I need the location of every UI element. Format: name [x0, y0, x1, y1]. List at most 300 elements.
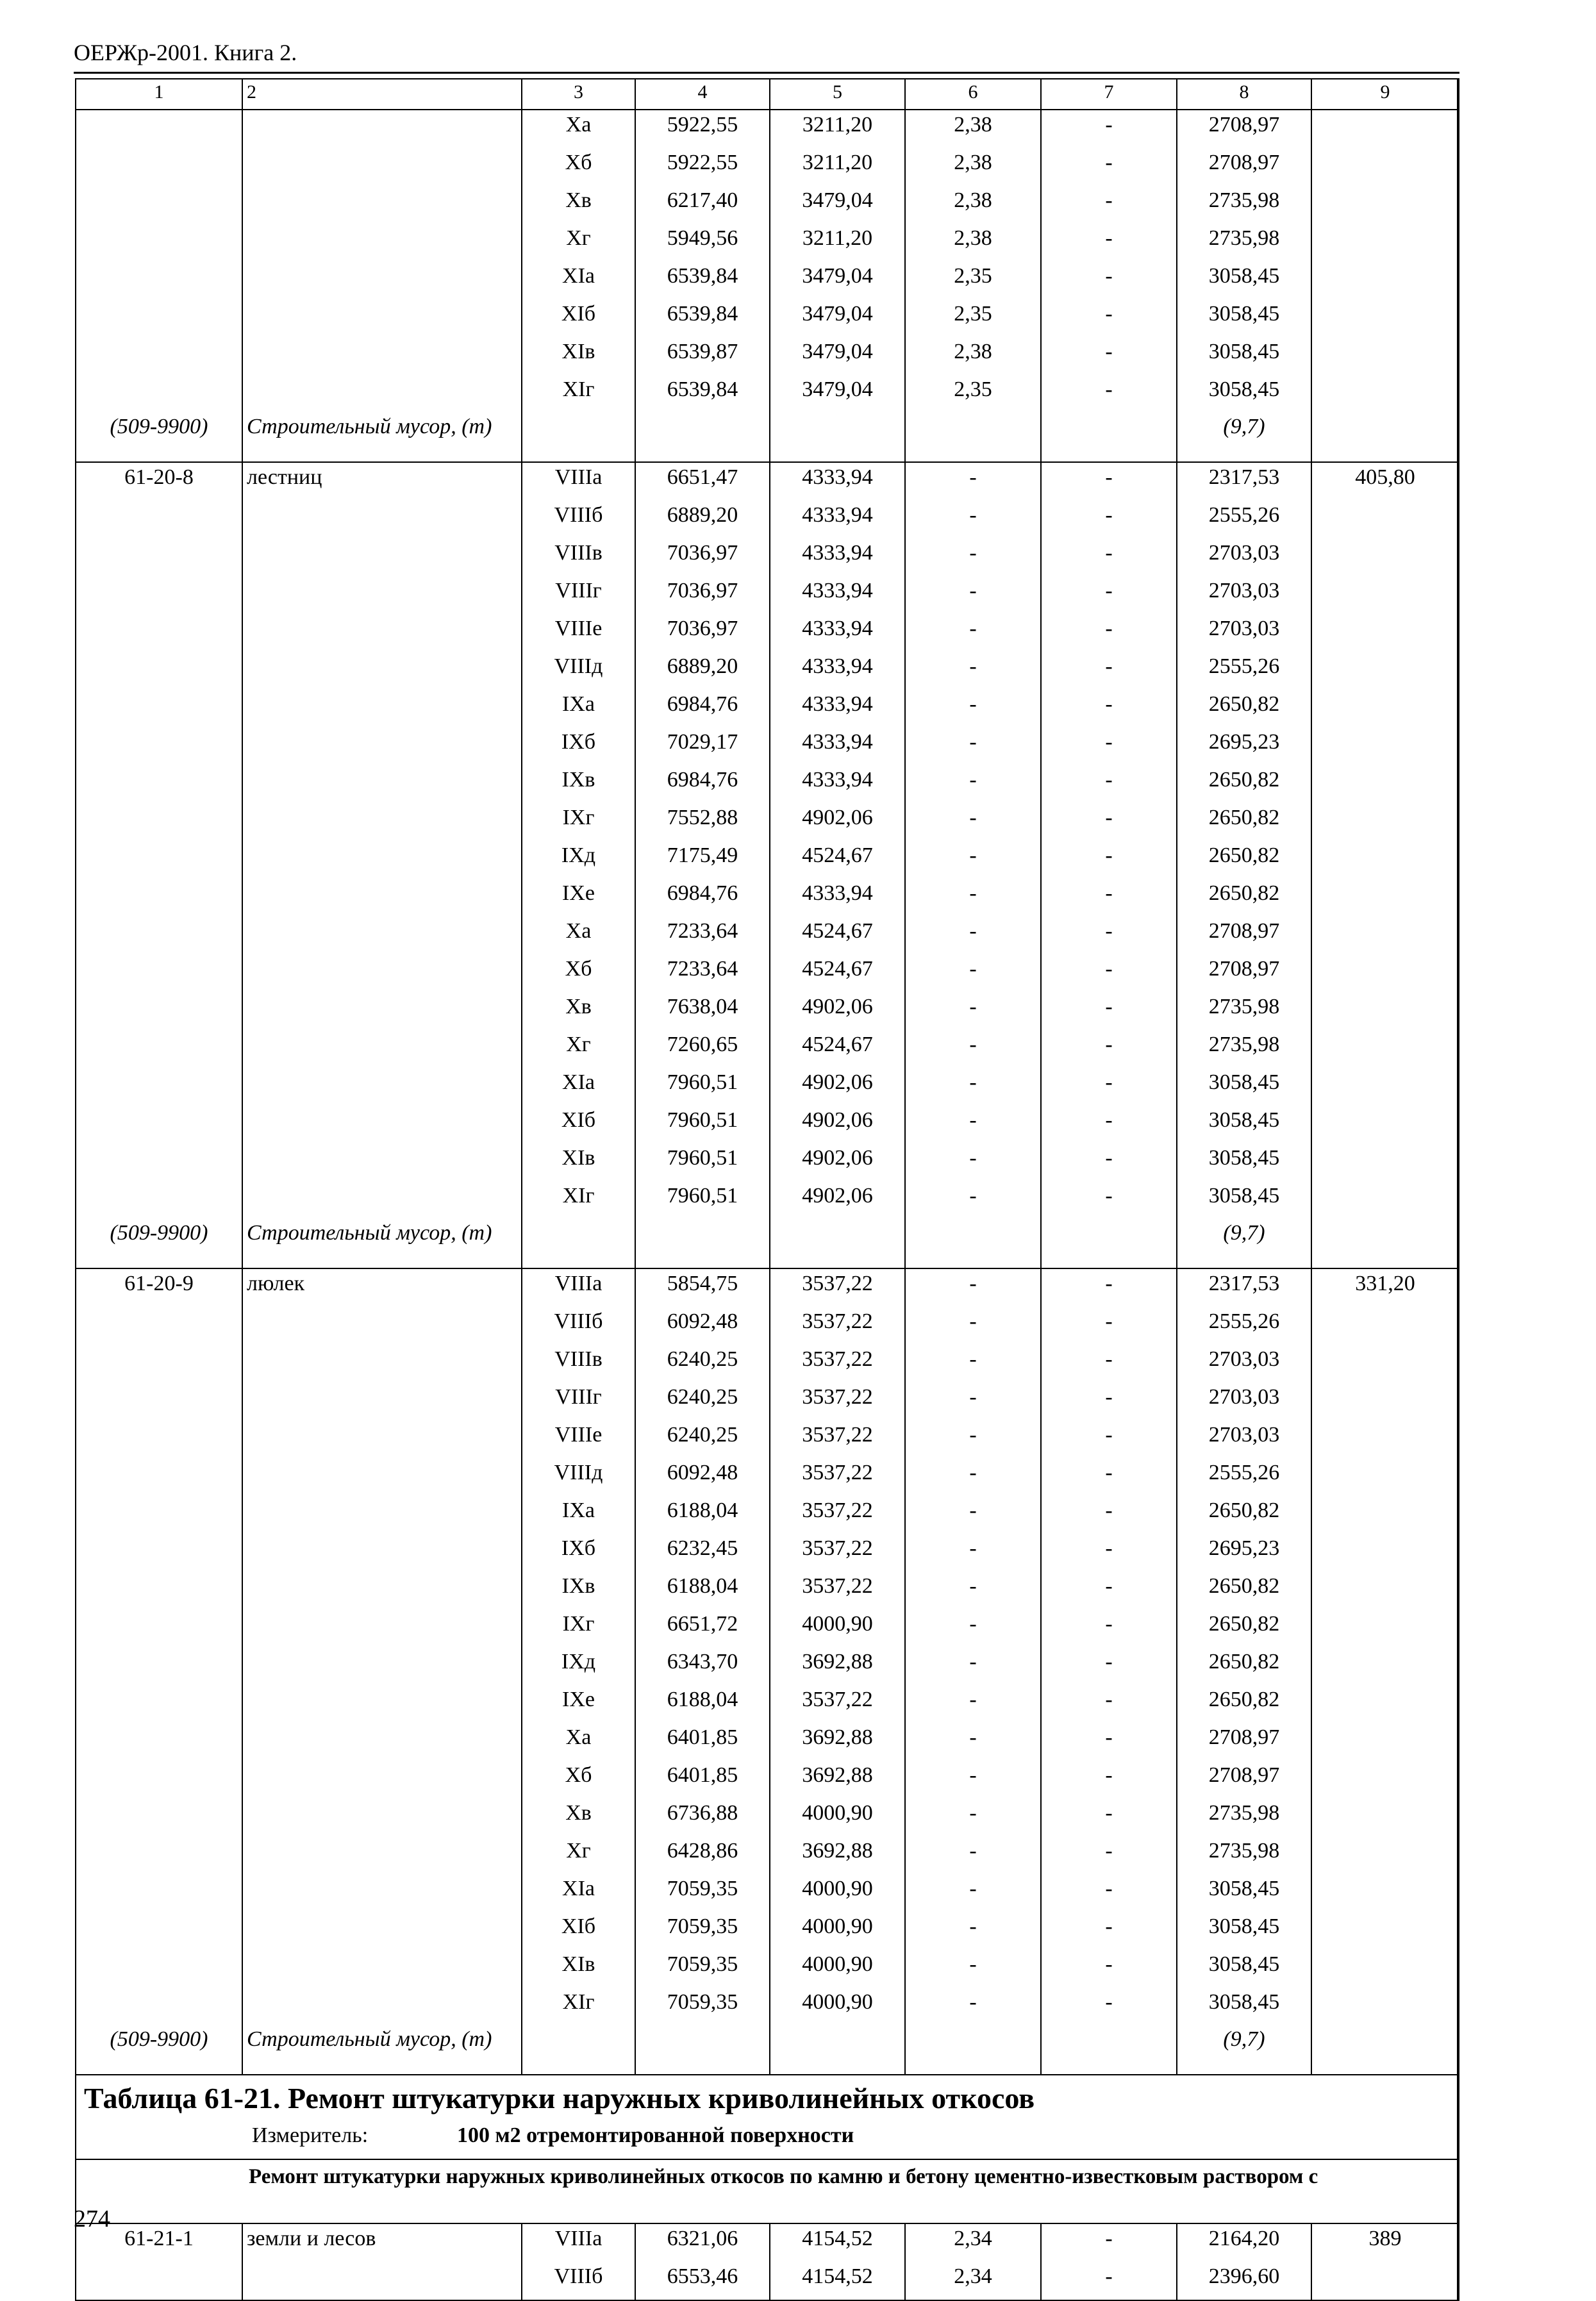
cell-code [76, 1798, 242, 1836]
cell-total [1311, 1496, 1459, 1534]
cell-code [76, 1647, 242, 1685]
cell-value: 2735,98 [1177, 1798, 1311, 1836]
cell-name: земли и лесов [242, 2223, 522, 2262]
cell-value: XIб [522, 299, 635, 337]
cell-value: Xб [522, 148, 635, 186]
cell-value: 2650,82 [1177, 1685, 1311, 1723]
cell-total [1311, 727, 1459, 765]
cell-name [242, 1420, 522, 1458]
cell-value: 3537,22 [770, 1572, 905, 1609]
cell-value: - [905, 652, 1041, 690]
page-number: 274 [74, 2205, 110, 2232]
table-row [76, 1836, 1459, 1874]
cell-empty [522, 1219, 635, 1268]
cell-total [1311, 1685, 1459, 1723]
cell-value: - [905, 462, 1041, 501]
table-title-row [76, 2075, 1459, 2159]
column-number: 3 [522, 78, 635, 110]
cell-value: 2735,98 [1177, 992, 1311, 1030]
cell-value: Xг [522, 1030, 635, 1068]
cell-total [1311, 879, 1459, 917]
cell-value: - [905, 501, 1041, 538]
cell-total [1311, 1723, 1459, 1761]
cell-value: 4902,06 [770, 992, 905, 1030]
cell-code [76, 1912, 242, 1950]
cell-value: - [905, 1761, 1041, 1798]
cell-name [242, 148, 522, 186]
cell-code [76, 1181, 242, 1219]
cell-value: 6240,25 [635, 1420, 770, 1458]
cell-value: 7233,64 [635, 954, 770, 992]
cell-value: XIг [522, 1181, 635, 1219]
cell-name [242, 1723, 522, 1761]
cell-value: 6539,84 [635, 375, 770, 413]
cell-value: 2703,03 [1177, 1345, 1311, 1383]
cell-value: - [1041, 501, 1177, 538]
column-number: 2 [242, 78, 522, 110]
cell-value: 4000,90 [770, 1912, 905, 1950]
description-cell [76, 2159, 1459, 2223]
table-row [76, 1723, 1459, 1761]
cell-value: 5922,55 [635, 148, 770, 186]
cell-total [1311, 2262, 1459, 2300]
cell-value: IXе [522, 1685, 635, 1723]
cell-name [242, 1534, 522, 1572]
cell-value: - [1041, 1572, 1177, 1609]
cell-name [242, 1950, 522, 1988]
table-row [76, 1106, 1459, 1143]
cell-empty [1311, 1219, 1459, 1268]
cell-empty [1041, 2025, 1177, 2075]
table-row [76, 917, 1459, 954]
cell-empty [770, 1219, 905, 1268]
cell-total [1311, 1836, 1459, 1874]
table-row [76, 1609, 1459, 1647]
description-row [76, 2159, 1459, 2223]
cell-value: - [905, 1496, 1041, 1534]
cell-value: 2650,82 [1177, 1647, 1311, 1685]
cell-value: 3058,45 [1177, 1874, 1311, 1912]
cell-name [242, 110, 522, 148]
table-row [76, 1458, 1459, 1496]
cell-value: 6092,48 [635, 1458, 770, 1496]
cell-value: - [1041, 727, 1177, 765]
cell-value: 3692,88 [770, 1723, 905, 1761]
cell-value: 4000,90 [770, 1988, 905, 2025]
table-row [76, 262, 1459, 299]
cell-value: 2,35 [905, 375, 1041, 413]
table-row [76, 1181, 1459, 1219]
cell-code [76, 652, 242, 690]
measure-line [84, 2122, 1452, 2150]
cell-total [1311, 1030, 1459, 1068]
cell-value: 2650,82 [1177, 879, 1311, 917]
cell-value: 3479,04 [770, 186, 905, 224]
table-row [76, 538, 1459, 576]
cell-value: 2703,03 [1177, 576, 1311, 614]
table-row [76, 375, 1459, 413]
cell-value: - [1041, 879, 1177, 917]
cell-total [1311, 148, 1459, 186]
cell-value: 4524,67 [770, 917, 905, 954]
table-row [76, 992, 1459, 1030]
cell-name [242, 1496, 522, 1534]
cell-value: 4000,90 [770, 1609, 905, 1647]
cell-value: - [905, 538, 1041, 576]
cell-value: 6984,76 [635, 765, 770, 803]
waste-name: Строительный мусор, (т) [242, 413, 522, 462]
cell-value: 7036,97 [635, 614, 770, 652]
cell-value: - [1041, 1458, 1177, 1496]
cell-value: 6240,25 [635, 1383, 770, 1420]
cell-value: 4333,94 [770, 614, 905, 652]
cell-name [242, 375, 522, 413]
cell-value: 3058,45 [1177, 1181, 1311, 1219]
cell-name [242, 954, 522, 992]
cell-code [76, 1609, 242, 1647]
cell-value: 7260,65 [635, 1030, 770, 1068]
cell-value: 2,38 [905, 186, 1041, 224]
cell-value: 7059,35 [635, 1950, 770, 1988]
cell-code [76, 2262, 242, 2300]
cell-total [1311, 1307, 1459, 1345]
cell-value: VIIIд [522, 1458, 635, 1496]
cell-value: - [1041, 186, 1177, 224]
cell-value: IXе [522, 879, 635, 917]
cell-total [1311, 1143, 1459, 1181]
cell-total [1311, 803, 1459, 841]
cell-value: - [905, 1383, 1041, 1420]
cell-value: 6889,20 [635, 652, 770, 690]
cell-value: 2735,98 [1177, 1836, 1311, 1874]
table-row [76, 1030, 1459, 1068]
cell-value: 5854,75 [635, 1268, 770, 1307]
cell-value: 2396,60 [1177, 2262, 1311, 2300]
cell-value: - [1041, 1988, 1177, 2025]
cell-value: VIIIе [522, 614, 635, 652]
cell-value: XIв [522, 1143, 635, 1181]
cell-value: - [1041, 538, 1177, 576]
cell-total [1311, 1181, 1459, 1219]
cell-value: - [905, 1572, 1041, 1609]
cell-code [76, 1307, 242, 1345]
cell-value: VIIIе [522, 1420, 635, 1458]
cell-value: IXа [522, 690, 635, 727]
cell-value: 7036,97 [635, 538, 770, 576]
cell-value: 2,38 [905, 224, 1041, 262]
cell-value: - [905, 1723, 1041, 1761]
cell-name [242, 1798, 522, 1836]
cell-value: 3692,88 [770, 1761, 905, 1798]
cell-code [76, 576, 242, 614]
cell-total [1311, 1798, 1459, 1836]
column-number: 9 [1311, 78, 1459, 110]
cell-value: - [1041, 262, 1177, 299]
cell-value: - [1041, 1685, 1177, 1723]
cell-total [1311, 841, 1459, 879]
cell-value: 3537,22 [770, 1345, 905, 1383]
cell-total: 405,80 [1311, 462, 1459, 501]
cell-value: XIб [522, 1912, 635, 1950]
cell-value: - [1041, 1496, 1177, 1534]
cell-total [1311, 1345, 1459, 1383]
table-row [76, 1345, 1459, 1383]
cell-total [1311, 1874, 1459, 1912]
cell-value: - [1041, 652, 1177, 690]
cell-code [76, 992, 242, 1030]
waste-row [76, 413, 1459, 462]
cell-value: 7233,64 [635, 917, 770, 954]
cell-value: 2695,23 [1177, 727, 1311, 765]
cell-value: 6188,04 [635, 1685, 770, 1723]
cell-name [242, 917, 522, 954]
cell-value: 2,38 [905, 337, 1041, 375]
cell-code [76, 1572, 242, 1609]
cell-value: - [1041, 992, 1177, 1030]
cell-name [242, 727, 522, 765]
column-number: 4 [635, 78, 770, 110]
cell-value: 3537,22 [770, 1534, 905, 1572]
cell-name [242, 337, 522, 375]
cell-value: - [1041, 2262, 1177, 2300]
cell-value: 6240,25 [635, 1345, 770, 1383]
cell-value: 2650,82 [1177, 1609, 1311, 1647]
cell-value: 3479,04 [770, 299, 905, 337]
cell-value: - [905, 1268, 1041, 1307]
cell-value: VIIIа [522, 1268, 635, 1307]
cell-value: - [1041, 462, 1177, 501]
cell-value: Xв [522, 992, 635, 1030]
cell-code [76, 148, 242, 186]
cell-value: - [905, 1345, 1041, 1383]
waste-code: (509-9900) [76, 2025, 242, 2075]
cell-code [76, 1030, 242, 1068]
cell-code [76, 1723, 242, 1761]
cell-total [1311, 1609, 1459, 1647]
cell-total [1311, 299, 1459, 337]
cell-empty [770, 413, 905, 462]
cell-value: 3537,22 [770, 1268, 905, 1307]
cell-value: VIIIб [522, 1307, 635, 1345]
cell-total [1311, 501, 1459, 538]
cell-empty [1311, 413, 1459, 462]
cell-value: Xг [522, 224, 635, 262]
waste-value: (9,7) [1177, 413, 1311, 462]
cell-value: - [1041, 337, 1177, 375]
cell-name [242, 1874, 522, 1912]
cell-value: 6539,84 [635, 262, 770, 299]
cell-code [76, 186, 242, 224]
waste-name: Строительный мусор, (т) [242, 2025, 522, 2075]
cell-value: - [1041, 576, 1177, 614]
cell-value: - [905, 803, 1041, 841]
cell-value: - [905, 576, 1041, 614]
cell-value: Xa [522, 110, 635, 148]
waste-row [76, 2025, 1459, 2075]
cell-value: 3058,45 [1177, 1143, 1311, 1181]
cell-name [242, 1609, 522, 1647]
cell-value: 6736,88 [635, 1798, 770, 1836]
cell-name [242, 1685, 522, 1723]
cell-value: Xа [522, 917, 635, 954]
cell-code [76, 917, 242, 954]
cell-name: люлек [242, 1268, 522, 1307]
cell-value: VIIIа [522, 462, 635, 501]
cell-value: 2555,26 [1177, 501, 1311, 538]
cell-code [76, 1458, 242, 1496]
cell-name [242, 614, 522, 652]
table-row [76, 1912, 1459, 1950]
cell-value: 6428,86 [635, 1836, 770, 1874]
cell-value: 7960,51 [635, 1106, 770, 1143]
cell-value: 3211,20 [770, 148, 905, 186]
column-number: 6 [905, 78, 1041, 110]
cell-code [76, 1534, 242, 1572]
cell-empty [635, 1219, 770, 1268]
cell-name [242, 1345, 522, 1383]
cell-value: - [1041, 1307, 1177, 1345]
table-row [76, 1988, 1459, 2025]
header-rule [74, 72, 1459, 74]
cell-name [242, 576, 522, 614]
cell-value: 4333,94 [770, 765, 905, 803]
cell-value: IXг [522, 803, 635, 841]
table-row [76, 1420, 1459, 1458]
cell-value: 3058,45 [1177, 262, 1311, 299]
table-row [76, 1647, 1459, 1685]
cell-value: XIг [522, 1988, 635, 2025]
cell-empty [522, 413, 635, 462]
page-header: ОЕРЖр-2001. Книга 2. [74, 40, 297, 65]
cell-value: - [905, 917, 1041, 954]
cell-value: - [905, 1106, 1041, 1143]
cell-value: 4524,67 [770, 954, 905, 992]
cell-value: - [1041, 1761, 1177, 1798]
table-row [76, 1572, 1459, 1609]
cell-value: 2708,97 [1177, 1761, 1311, 1798]
cell-total [1311, 614, 1459, 652]
cell-value: Xг [522, 1836, 635, 1874]
cell-value: - [1041, 1912, 1177, 1950]
waste-code: (509-9900) [76, 413, 242, 462]
cell-code [76, 538, 242, 576]
cell-total [1311, 1534, 1459, 1572]
table-row [76, 337, 1459, 375]
cell-value: - [1041, 1106, 1177, 1143]
cell-value: 5949,56 [635, 224, 770, 262]
cell-value: VIIIа [522, 2223, 635, 2262]
cell-value: 6092,48 [635, 1307, 770, 1345]
cell-value: 7059,35 [635, 1874, 770, 1912]
cell-value: - [1041, 1268, 1177, 1307]
cell-value: 6188,04 [635, 1496, 770, 1534]
cell-value: VIIIг [522, 576, 635, 614]
price-table [75, 78, 1459, 2301]
cell-value: 7960,51 [635, 1181, 770, 1219]
table-title-block [76, 2075, 1459, 2159]
table-row [76, 224, 1459, 262]
cell-value: - [1041, 1181, 1177, 1219]
cell-empty [770, 2025, 905, 2075]
cell-value: 2555,26 [1177, 1307, 1311, 1345]
table-row [76, 614, 1459, 652]
cell-value: - [905, 1143, 1041, 1181]
cell-name [242, 1836, 522, 1874]
cell-value: 4902,06 [770, 1143, 905, 1181]
cell-value: 3537,22 [770, 1307, 905, 1345]
cell-total [1311, 186, 1459, 224]
cell-name [242, 2262, 522, 2300]
cell-value: 4902,06 [770, 1106, 905, 1143]
cell-value: - [1041, 841, 1177, 879]
cell-value: IXв [522, 765, 635, 803]
cell-value: - [905, 992, 1041, 1030]
cell-value: 7059,35 [635, 1912, 770, 1950]
cell-value: 7059,35 [635, 1988, 770, 2025]
cell-value: IXд [522, 1647, 635, 1685]
cell-value: 2703,03 [1177, 614, 1311, 652]
cell-code [76, 1496, 242, 1534]
table-row [76, 1307, 1459, 1345]
cell-empty [905, 413, 1041, 462]
cell-empty [635, 2025, 770, 2075]
cell-code [76, 501, 242, 538]
cell-value: Xв [522, 186, 635, 224]
cell-value: - [1041, 1068, 1177, 1106]
cell-value: 2703,03 [1177, 1420, 1311, 1458]
cell-value: - [1041, 1798, 1177, 1836]
cell-value: 5922,55 [635, 110, 770, 148]
cell-value: 6984,76 [635, 690, 770, 727]
table-row [76, 1143, 1459, 1181]
cell-code [76, 1685, 242, 1723]
cell-value: 3537,22 [770, 1383, 905, 1420]
cell-value: - [905, 954, 1041, 992]
measure-label: Измеритель: [252, 2123, 369, 2147]
cell-value: 2,34 [905, 2223, 1041, 2262]
cell-value: 3058,45 [1177, 1950, 1311, 1988]
cell-value: 7960,51 [635, 1143, 770, 1181]
cell-value: - [1041, 765, 1177, 803]
cell-value: - [1041, 803, 1177, 841]
cell-value: 4333,94 [770, 576, 905, 614]
cell-total [1311, 765, 1459, 803]
cell-total [1311, 375, 1459, 413]
cell-value: 4154,52 [770, 2223, 905, 2262]
cell-value: - [1041, 1383, 1177, 1420]
cell-value: 4524,67 [770, 1030, 905, 1068]
cell-value: 6889,20 [635, 501, 770, 538]
cell-value: 4902,06 [770, 1181, 905, 1219]
cell-value: - [905, 1836, 1041, 1874]
cell-value: XIг [522, 375, 635, 413]
cell-name [242, 1143, 522, 1181]
cell-name [242, 1383, 522, 1420]
cell-value: - [1041, 1609, 1177, 1647]
cell-value: 2708,97 [1177, 110, 1311, 148]
cell-value: 4902,06 [770, 803, 905, 841]
cell-value: VIIIд [522, 652, 635, 690]
cell-value: 7960,51 [635, 1068, 770, 1106]
cell-value: - [1041, 2223, 1177, 2262]
table-row [76, 1950, 1459, 1988]
cell-value: 3058,45 [1177, 337, 1311, 375]
cell-code [76, 1383, 242, 1420]
column-number: 1 [76, 78, 242, 110]
cell-value: 2317,53 [1177, 462, 1311, 501]
table-row [76, 462, 1459, 501]
table-row [76, 576, 1459, 614]
